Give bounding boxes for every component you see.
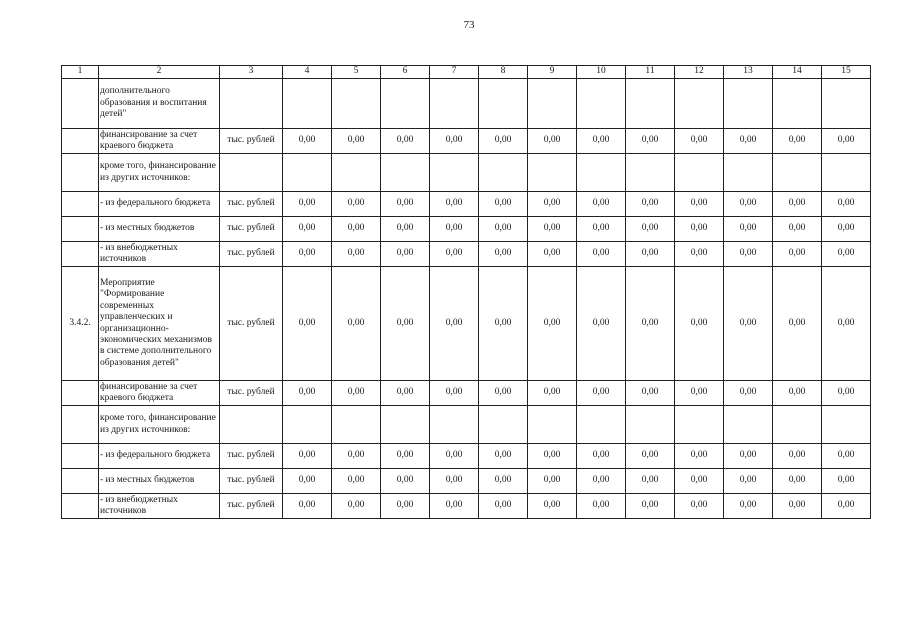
- table-row: [62, 129, 871, 154]
- row-number-cell: [62, 154, 99, 192]
- value-cell: 0,00: [479, 267, 528, 381]
- value-cell: 0,00: [283, 267, 332, 381]
- unit-cell: [220, 406, 283, 444]
- column-header-5: 5: [332, 66, 381, 79]
- value-cell: 0,00: [283, 381, 332, 406]
- value-cell: 0,00: [577, 469, 626, 494]
- row-number-cell: 3.4.2.: [62, 267, 99, 381]
- value-cell: 0,00: [332, 267, 381, 381]
- value-cell: [381, 79, 430, 129]
- value-cell: [577, 79, 626, 129]
- value-cell: 0,00: [773, 381, 822, 406]
- value-cell: [724, 406, 773, 444]
- value-cell: [675, 79, 724, 129]
- value-cell: 0,00: [528, 444, 577, 469]
- column-header-14: 14: [773, 66, 822, 79]
- column-header-1: 1: [62, 66, 99, 79]
- value-cell: 0,00: [822, 494, 871, 519]
- value-cell: 0,00: [381, 129, 430, 154]
- value-cell: 0,00: [577, 217, 626, 242]
- table-body: [62, 66, 871, 519]
- row-name-cell: финансирование за счет краевого бюджета: [99, 129, 220, 154]
- value-cell: 0,00: [626, 381, 675, 406]
- value-cell: 0,00: [528, 217, 577, 242]
- value-cell: [528, 79, 577, 129]
- value-cell: 0,00: [577, 494, 626, 519]
- row-number-cell: [62, 469, 99, 494]
- value-cell: [626, 406, 675, 444]
- value-cell: 0,00: [577, 192, 626, 217]
- value-cell: [479, 154, 528, 192]
- row-name-cell: - из местных бюджетов: [99, 217, 220, 242]
- value-cell: [381, 154, 430, 192]
- value-cell: 0,00: [626, 217, 675, 242]
- row-name-cell: Мероприятие "Формирование современных управленческих и организационно-экономических механизмов в системе дополнительного образования детей": [99, 267, 220, 381]
- value-cell: 0,00: [381, 444, 430, 469]
- row-number-cell: [62, 129, 99, 154]
- unit-cell: тыс. рублей: [220, 129, 283, 154]
- value-cell: 0,00: [479, 192, 528, 217]
- value-cell: 0,00: [675, 444, 724, 469]
- value-cell: 0,00: [626, 444, 675, 469]
- unit-cell: [220, 79, 283, 129]
- value-cell: 0,00: [724, 444, 773, 469]
- value-cell: 0,00: [528, 242, 577, 267]
- column-header-6: 6: [381, 66, 430, 79]
- value-cell: 0,00: [773, 192, 822, 217]
- value-cell: 0,00: [822, 192, 871, 217]
- value-cell: 0,00: [577, 267, 626, 381]
- unit-cell: тыс. рублей: [220, 494, 283, 519]
- value-cell: 0,00: [479, 242, 528, 267]
- table-row: [62, 469, 871, 494]
- value-cell: 0,00: [773, 129, 822, 154]
- value-cell: [430, 154, 479, 192]
- value-cell: 0,00: [430, 267, 479, 381]
- value-cell: 0,00: [332, 242, 381, 267]
- value-cell: 0,00: [381, 217, 430, 242]
- row-number-cell: [62, 192, 99, 217]
- value-cell: 0,00: [283, 192, 332, 217]
- value-cell: [283, 406, 332, 444]
- value-cell: 0,00: [283, 129, 332, 154]
- value-cell: 0,00: [332, 381, 381, 406]
- value-cell: 0,00: [675, 129, 724, 154]
- value-cell: 0,00: [430, 129, 479, 154]
- value-cell: 0,00: [822, 217, 871, 242]
- value-cell: 0,00: [479, 494, 528, 519]
- value-cell: 0,00: [724, 242, 773, 267]
- value-cell: [626, 154, 675, 192]
- table-row: [62, 494, 871, 519]
- value-cell: 0,00: [724, 469, 773, 494]
- value-cell: 0,00: [381, 192, 430, 217]
- column-header-4: 4: [283, 66, 332, 79]
- value-cell: 0,00: [479, 129, 528, 154]
- column-header-13: 13: [724, 66, 773, 79]
- value-cell: 0,00: [626, 469, 675, 494]
- value-cell: 0,00: [381, 494, 430, 519]
- value-cell: 0,00: [332, 192, 381, 217]
- value-cell: [577, 406, 626, 444]
- column-header-15: 15: [822, 66, 871, 79]
- row-name-cell: - из федерального бюджета: [99, 444, 220, 469]
- unit-cell: тыс. рублей: [220, 381, 283, 406]
- row-name-cell: дополнительного образования и воспитания детей": [99, 79, 220, 129]
- value-cell: 0,00: [283, 444, 332, 469]
- column-header-12: 12: [675, 66, 724, 79]
- value-cell: 0,00: [773, 242, 822, 267]
- value-cell: 0,00: [332, 444, 381, 469]
- value-cell: 0,00: [479, 469, 528, 494]
- value-cell: [724, 79, 773, 129]
- value-cell: 0,00: [773, 267, 822, 381]
- value-cell: [381, 406, 430, 444]
- value-cell: 0,00: [528, 192, 577, 217]
- table-row: [62, 444, 871, 469]
- value-cell: 0,00: [430, 192, 479, 217]
- row-name-cell: - из внебюджетных источников: [99, 494, 220, 519]
- value-cell: 0,00: [430, 381, 479, 406]
- value-cell: 0,00: [822, 267, 871, 381]
- row-name-cell: кроме того, финансирование из других источников:: [99, 154, 220, 192]
- value-cell: 0,00: [626, 129, 675, 154]
- value-cell: 0,00: [332, 129, 381, 154]
- value-cell: [479, 406, 528, 444]
- unit-cell: тыс. рублей: [220, 217, 283, 242]
- value-cell: 0,00: [430, 217, 479, 242]
- value-cell: 0,00: [479, 381, 528, 406]
- value-cell: 0,00: [332, 469, 381, 494]
- value-cell: 0,00: [773, 444, 822, 469]
- value-cell: 0,00: [822, 242, 871, 267]
- value-cell: 0,00: [626, 267, 675, 381]
- column-header-7: 7: [430, 66, 479, 79]
- value-cell: 0,00: [283, 494, 332, 519]
- value-cell: [283, 154, 332, 192]
- value-cell: [332, 154, 381, 192]
- value-cell: 0,00: [430, 242, 479, 267]
- value-cell: 0,00: [332, 494, 381, 519]
- value-cell: [822, 79, 871, 129]
- value-cell: 0,00: [675, 242, 724, 267]
- value-cell: 0,00: [822, 469, 871, 494]
- value-cell: 0,00: [479, 444, 528, 469]
- column-header-3: 3: [220, 66, 283, 79]
- value-cell: [773, 154, 822, 192]
- column-header-11: 11: [626, 66, 675, 79]
- value-cell: 0,00: [528, 381, 577, 406]
- value-cell: [724, 154, 773, 192]
- value-cell: 0,00: [381, 267, 430, 381]
- value-cell: 0,00: [675, 267, 724, 381]
- table-row: [62, 381, 871, 406]
- value-cell: [479, 79, 528, 129]
- unit-cell: тыс. рублей: [220, 192, 283, 217]
- value-cell: [528, 406, 577, 444]
- row-number-cell: [62, 242, 99, 267]
- table-row: [62, 192, 871, 217]
- header-row: [62, 66, 871, 79]
- row-number-cell: [62, 217, 99, 242]
- page-number: 73: [463, 19, 475, 31]
- row-name-cell: - из местных бюджетов: [99, 469, 220, 494]
- value-cell: [773, 79, 822, 129]
- row-name-cell: финансирование за счет краевого бюджета: [99, 381, 220, 406]
- row-number-cell: [62, 381, 99, 406]
- value-cell: 0,00: [822, 444, 871, 469]
- value-cell: 0,00: [577, 381, 626, 406]
- value-cell: [430, 79, 479, 129]
- value-cell: 0,00: [528, 494, 577, 519]
- value-cell: 0,00: [626, 494, 675, 519]
- unit-cell: [220, 154, 283, 192]
- value-cell: 0,00: [430, 469, 479, 494]
- table-row: [62, 267, 871, 381]
- value-cell: 0,00: [381, 242, 430, 267]
- table-row: [62, 154, 871, 192]
- value-cell: 0,00: [773, 469, 822, 494]
- value-cell: 0,00: [430, 494, 479, 519]
- row-name-cell: - из внебюджетных источников: [99, 242, 220, 267]
- value-cell: 0,00: [724, 267, 773, 381]
- value-cell: 0,00: [675, 469, 724, 494]
- table-row: [62, 217, 871, 242]
- row-number-cell: [62, 406, 99, 444]
- value-cell: [675, 154, 724, 192]
- value-cell: 0,00: [381, 381, 430, 406]
- value-cell: 0,00: [283, 242, 332, 267]
- value-cell: [773, 406, 822, 444]
- value-cell: 0,00: [724, 129, 773, 154]
- unit-cell: тыс. рублей: [220, 242, 283, 267]
- value-cell: 0,00: [528, 469, 577, 494]
- unit-cell: тыс. рублей: [220, 469, 283, 494]
- value-cell: 0,00: [577, 129, 626, 154]
- value-cell: 0,00: [822, 381, 871, 406]
- value-cell: 0,00: [822, 129, 871, 154]
- value-cell: [577, 154, 626, 192]
- column-header-9: 9: [528, 66, 577, 79]
- value-cell: 0,00: [528, 129, 577, 154]
- value-cell: 0,00: [724, 494, 773, 519]
- value-cell: [430, 406, 479, 444]
- value-cell: 0,00: [528, 267, 577, 381]
- value-cell: 0,00: [675, 192, 724, 217]
- value-cell: 0,00: [724, 381, 773, 406]
- value-cell: 0,00: [675, 494, 724, 519]
- value-cell: 0,00: [675, 381, 724, 406]
- value-cell: 0,00: [773, 494, 822, 519]
- column-header-2: 2: [99, 66, 220, 79]
- table-row: [62, 242, 871, 267]
- value-cell: [332, 79, 381, 129]
- table-row: [62, 406, 871, 444]
- value-cell: [626, 79, 675, 129]
- value-cell: 0,00: [626, 242, 675, 267]
- value-cell: 0,00: [381, 469, 430, 494]
- value-cell: [675, 406, 724, 444]
- value-cell: 0,00: [626, 192, 675, 217]
- value-cell: 0,00: [724, 217, 773, 242]
- value-cell: 0,00: [479, 217, 528, 242]
- row-name-cell: - из федерального бюджета: [99, 192, 220, 217]
- value-cell: 0,00: [283, 217, 332, 242]
- value-cell: 0,00: [577, 242, 626, 267]
- value-cell: 0,00: [724, 192, 773, 217]
- value-cell: 0,00: [577, 444, 626, 469]
- row-number-cell: [62, 79, 99, 129]
- value-cell: [283, 79, 332, 129]
- value-cell: [332, 406, 381, 444]
- value-cell: 0,00: [675, 217, 724, 242]
- row-name-cell: кроме того, финансирование из других источников:: [99, 406, 220, 444]
- column-header-10: 10: [577, 66, 626, 79]
- table-row: [62, 79, 871, 129]
- row-number-cell: [62, 494, 99, 519]
- unit-cell: тыс. рублей: [220, 444, 283, 469]
- value-cell: [822, 406, 871, 444]
- value-cell: 0,00: [283, 469, 332, 494]
- column-header-8: 8: [479, 66, 528, 79]
- value-cell: [822, 154, 871, 192]
- budget-table: [61, 65, 871, 519]
- value-cell: 0,00: [773, 217, 822, 242]
- unit-cell: тыс. рублей: [220, 267, 283, 381]
- row-number-cell: [62, 444, 99, 469]
- value-cell: [528, 154, 577, 192]
- value-cell: 0,00: [430, 444, 479, 469]
- value-cell: 0,00: [332, 217, 381, 242]
